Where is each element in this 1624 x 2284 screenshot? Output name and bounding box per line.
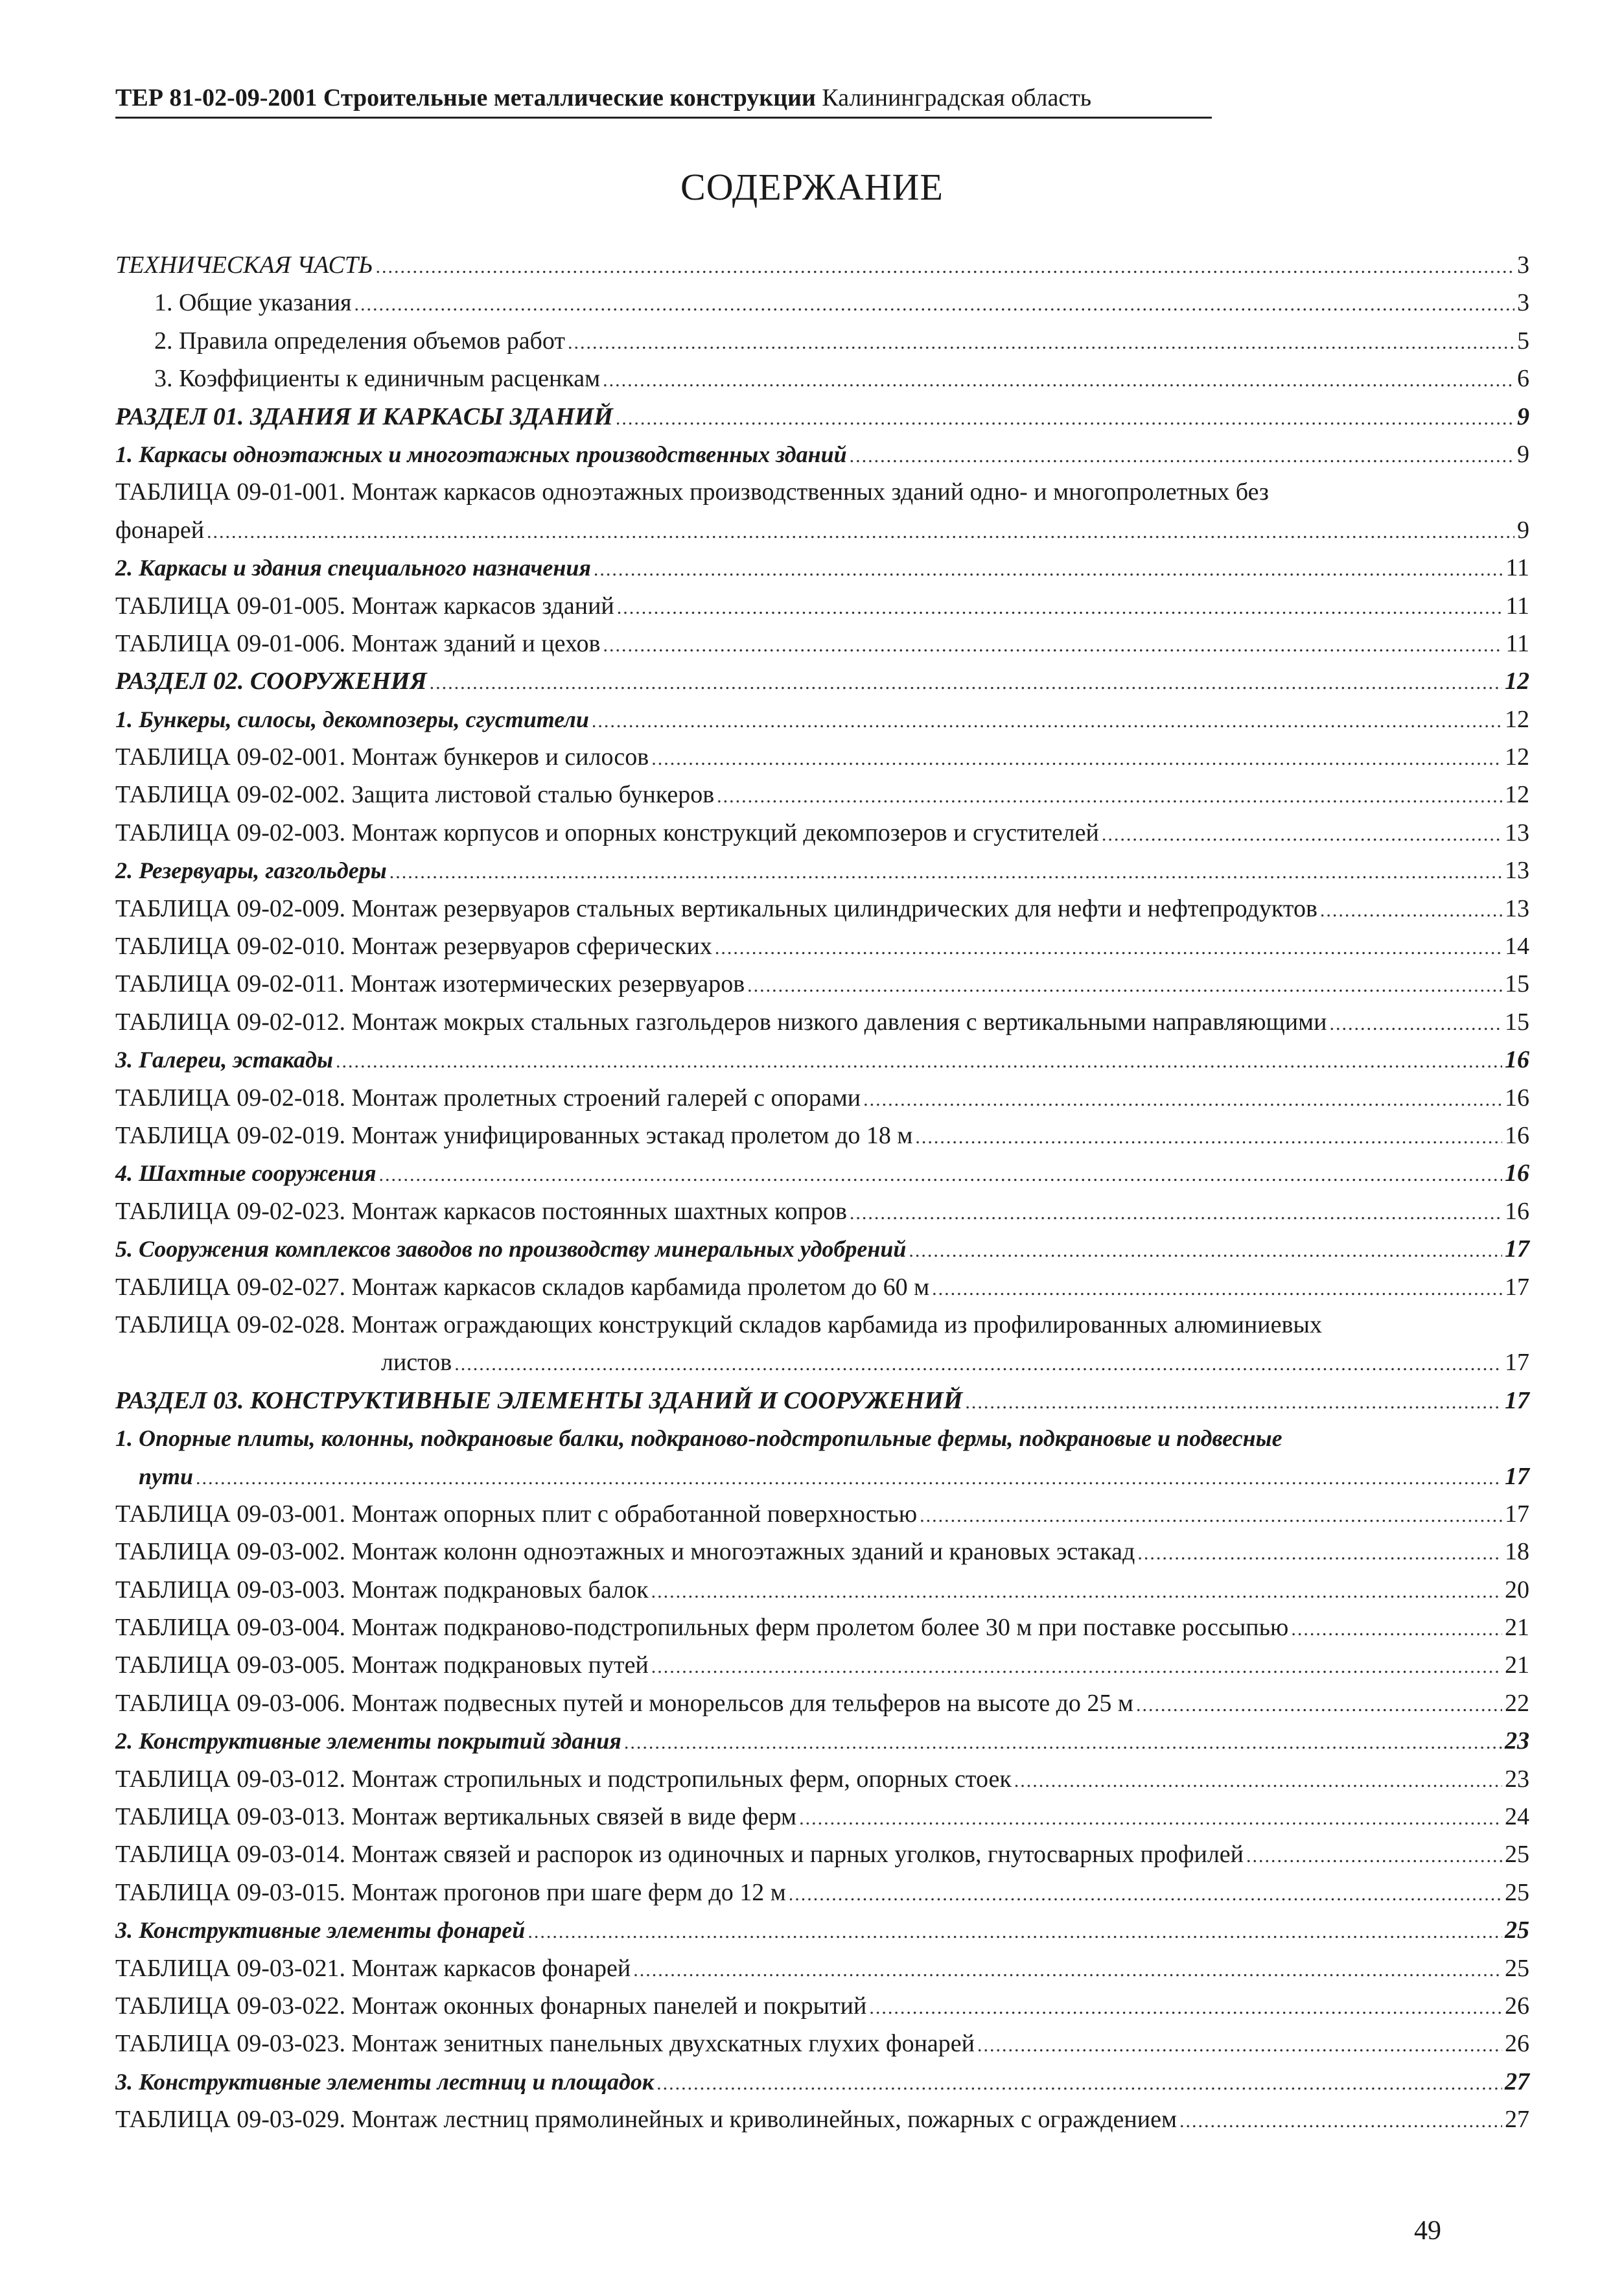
toc-leader-dots [915, 1119, 1502, 1156]
toc-entry-title: 2. Резервуары, газгольдеры [115, 857, 387, 884]
toc-entry[interactable] [115, 1041, 1529, 1078]
toc-entry-title: 2. Каркасы и здания специального назначения [115, 555, 591, 581]
toc-entry[interactable] [115, 2063, 1529, 2101]
toc-leader-dots [354, 286, 1514, 323]
toc-entry[interactable] [115, 1154, 1529, 1192]
toc-entry-page: 24 [1505, 1803, 1529, 1831]
toc-entry[interactable] [115, 1079, 1529, 1117]
toc-leader-dots [715, 929, 1502, 967]
toc-entry-title: 3. Коэффициенты к единичным расценкам [154, 365, 601, 393]
toc-entry-page: 16 [1505, 1084, 1529, 1112]
toc-entry-page: 25 [1505, 1954, 1529, 1982]
toc-leader-dots [932, 1270, 1502, 1308]
toc-entry-page: 22 [1505, 1689, 1529, 1717]
toc-entry-page: 9 [1517, 440, 1529, 468]
toc-entry-title: ТАБЛИЦА 09-03-001. Монтаж опорных плит с обработанной поверхностью [115, 1500, 918, 1528]
toc-entry-title: ТАБЛИЦА 09-03-029. Монтаж лестниц прямолинейных и криволинейных, пожарных с ограждением [115, 2106, 1177, 2134]
toc-entry[interactable] [115, 625, 1529, 662]
toc-entry-page: 3 [1517, 289, 1529, 317]
toc-entry-page: 15 [1505, 1008, 1529, 1036]
toc-entry[interactable] [115, 1117, 1529, 1154]
toc-entry[interactable] [115, 1495, 1529, 1533]
toc-entry[interactable] [115, 398, 1529, 436]
toc-entry-title: ТАБЛИЦА 09-02-011. Монтаж изотермических резервуаров [115, 970, 745, 998]
toc-leader-dots [1291, 1611, 1502, 1648]
table-of-contents [115, 246, 1529, 2139]
toc-entry-title: 1. Общие указания [154, 289, 352, 317]
toc-entry[interactable] [115, 1911, 1529, 1949]
toc-entry-title: РАЗДЕЛ 02. СООРУЖЕНИЯ [115, 668, 427, 695]
toc-entry-page: 26 [1505, 1992, 1529, 2020]
toc-entry-title: фонарей [115, 516, 205, 544]
toc-entry-title: ТАБЛИЦА 09-01-005. Монтаж каркасов зданий [115, 592, 614, 620]
toc-leader-dots [603, 362, 1514, 399]
toc-entry-page: 13 [1505, 819, 1529, 846]
toc-entry-title: ТАБЛИЦА 09-02-019. Монтаж унифицированных эстакад пролетом до 18 м [115, 1121, 913, 1149]
toc-entry-page: 20 [1505, 1576, 1529, 1603]
toc-leader-dots [869, 1989, 1502, 2027]
toc-entry-title: ТАБЛИЦА 09-01-001. Монтаж каркасов одноэтажных производственных зданий одно- и многопролетных без [115, 478, 1269, 506]
toc-entry-title: 2. Правила определения объемов работ [154, 327, 565, 355]
toc-entry-page: 23 [1505, 1727, 1529, 1755]
toc-entry[interactable] [115, 360, 1529, 397]
toc-entry-title: ТАБЛИЦА 09-03-022. Монтаж оконных фонарных панелей и покрытий [115, 1992, 867, 2020]
toc-entry-title: 1. Каркасы одноэтажных и многоэтажных производственных зданий [115, 441, 847, 467]
toc-entry[interactable] [115, 1382, 1529, 1419]
toc-leader-dots [594, 551, 1503, 588]
toc-leader-dots [1136, 1686, 1502, 1724]
toc-entry-title: ТАБЛИЦА 09-03-006. Монтаж подвесных путей и монорельсов для тельферов на высоте до 25 м [115, 1689, 1133, 1717]
toc-leader-dots [454, 1346, 1502, 1383]
toc-entry-title: ТАБЛИЦА 09-03-002. Монтаж колонн одноэтажных и многоэтажных зданий и крановых эстакад [115, 1538, 1135, 1566]
toc-entry-page: 25 [1505, 1878, 1529, 1906]
toc-leader-dots [592, 703, 1502, 740]
toc-entry-title: ТАБЛИЦА 09-02-002. Защита листовой сталью бункеров [115, 781, 715, 809]
toc-entry-page: 15 [1505, 970, 1529, 998]
toc-leader-dots [965, 1384, 1502, 1421]
toc-leader-dots [651, 1573, 1502, 1611]
toc-entry-page: 17 [1505, 1462, 1529, 1490]
toc-leader-dots [207, 513, 1514, 551]
toc-entry[interactable] [115, 549, 1529, 587]
toc-entry-page: 27 [1505, 2106, 1529, 2134]
toc-entry-title: 3. Конструктивные элементы фонарей [115, 1917, 526, 1944]
toc-entry[interactable] [115, 1646, 1529, 1684]
toc-entry-page: 16 [1505, 1121, 1529, 1149]
toc-leader-dots [1014, 1762, 1502, 1800]
toc-entry-page: 25 [1505, 1917, 1529, 1944]
toc-entry[interactable] [115, 701, 1529, 738]
toc-entry[interactable] [115, 1533, 1529, 1570]
toc-entry-title: ТАБЛИЦА 09-03-021. Монтаж каркасов фонарей [115, 1954, 631, 1982]
header-region: Калининградская область [822, 84, 1092, 111]
toc-entry-page: 23 [1505, 1765, 1529, 1793]
toc-entry-title: пути [139, 1463, 194, 1489]
toc-entry-page: 11 [1505, 592, 1529, 620]
toc-entry-title: ТАБЛИЦА 09-02-010. Монтаж резервуаров сферических [115, 933, 712, 961]
toc-entry[interactable] [115, 776, 1529, 813]
toc-entry-title: 2. Конструктивные элементы покрытий здания [115, 1728, 621, 1754]
toc-entry-title: ТАБЛИЦА 09-02-012. Монтаж мокрых стальных газгольдеров низкого давления с вертикальными направляющими [115, 1008, 1327, 1036]
toc-entry[interactable] [115, 2025, 1529, 2062]
toc-entry-page: 11 [1505, 629, 1529, 657]
toc-entry-title: ТАБЛИЦА 09-03-012. Монтаж стропильных и подстропильных ферм, опорных стоек [115, 1765, 1012, 1793]
toc-leader-dots [920, 1497, 1502, 1535]
toc-entry[interactable] [115, 246, 1529, 284]
toc-entry[interactable] [115, 852, 1529, 889]
toc-entry[interactable] [115, 1268, 1529, 1306]
toc-leader-dots [1246, 1837, 1502, 1875]
toc-entry-page: 17 [1505, 1500, 1529, 1528]
header-title: Строительные металлические конструкции [323, 84, 816, 111]
toc-entry[interactable] [115, 1950, 1529, 1987]
header-code: ТЕР 81-02-09-2001 [115, 84, 318, 111]
toc-entry-page: 12 [1505, 668, 1529, 695]
toc-leader-dots [603, 627, 1503, 664]
toc-entry[interactable] [115, 1835, 1529, 1873]
toc-entry-page: 14 [1505, 933, 1529, 961]
toc-entry[interactable] [115, 322, 1529, 360]
toc-entry[interactable] [115, 965, 1529, 1003]
toc-entry-page: 12 [1505, 743, 1529, 771]
toc-leader-dots [336, 1043, 1502, 1080]
toc-entry[interactable] [115, 1230, 1529, 1268]
toc-leader-dots [528, 1913, 1502, 1951]
toc-leader-dots [1179, 2103, 1502, 2140]
toc-leader-dots [633, 1952, 1502, 1989]
toc-leader-dots [717, 778, 1502, 815]
toc-leader-dots [651, 1648, 1502, 1686]
toc-entry-title: ТАБЛИЦА 09-02-023. Монтаж каркасов постоянных шахтных копров [115, 1197, 847, 1225]
toc-entry-page: 17 [1505, 1349, 1529, 1377]
toc-entry-page: 6 [1517, 365, 1529, 393]
toc-entry-title: 3. Конструктивные элементы лестниц и площадок [115, 2068, 655, 2095]
toc-entry-title: ТАБЛИЦА 09-02-001. Монтаж бункеров и силосов [115, 743, 649, 771]
toc-entry-title: 5. Сооружения комплексов заводов по производству минеральных удобрений [115, 1236, 907, 1263]
toc-leader-dots [850, 437, 1514, 475]
toc-entry-title: ТАБЛИЦА 09-03-005. Монтаж подкрановых путей [115, 1651, 649, 1679]
toc-leader-dots [389, 854, 1502, 891]
toc-entry-page: 17 [1505, 1273, 1529, 1301]
toc-leader-dots [617, 589, 1503, 627]
toc-entry-page: 27 [1505, 2068, 1529, 2095]
toc-entry-page: 13 [1505, 857, 1529, 885]
toc-entry[interactable] [115, 1344, 1529, 1381]
toc-entry[interactable] [115, 473, 1529, 511]
toc-entry[interactable] [115, 1722, 1529, 1760]
toc-leader-dots [977, 2027, 1502, 2064]
toc-entry-title: 1. Опорные плиты, колонны, подкрановые балки, подкраново-подстропильные фермы, подкрановые и подвесные [115, 1425, 1282, 1452]
toc-entry[interactable] [115, 1193, 1529, 1230]
toc-leader-dots [863, 1081, 1502, 1119]
toc-entry-page: 11 [1505, 554, 1529, 582]
toc-leader-dots [909, 1232, 1502, 1270]
toc-leader-dots [1329, 1005, 1502, 1043]
toc-entry[interactable] [115, 1419, 1529, 1457]
toc-entry-title: ТАБЛИЦА 09-02-018. Монтаж пролетных строений галерей с опорами [115, 1084, 861, 1112]
toc-entry-title: ТАБЛИЦА 09-03-013. Монтаж вертикальных связей в виде ферм [115, 1803, 797, 1831]
toc-entry-title: 3. Галереи, эстакады [115, 1047, 333, 1073]
toc-entry-page: 18 [1505, 1538, 1529, 1566]
toc-entry-page: 21 [1505, 1614, 1529, 1642]
toc-leader-dots [656, 2065, 1502, 2103]
toc-entry[interactable] [115, 1987, 1529, 2025]
toc-entry-page: 9 [1517, 516, 1529, 544]
toc-leader-dots [747, 967, 1502, 1005]
toc-entry-title: ТАБЛИЦА 09-01-006. Монтаж зданий и цехов [115, 629, 601, 657]
page-title: СОДЕРЖАНИЕ [680, 166, 944, 208]
toc-entry-page: 17 [1505, 1386, 1529, 1414]
toc-entry[interactable] [115, 738, 1529, 776]
toc-entry[interactable] [115, 1760, 1529, 1798]
toc-entry[interactable] [115, 1458, 1529, 1495]
toc-leader-dots [850, 1194, 1502, 1232]
toc-entry-page: 25 [1505, 1841, 1529, 1869]
toc-entry-title: ТАБЛИЦА 09-03-004. Монтаж подкраново-подстропильных ферм пролетом более 30 м при поставке россыпью [115, 1614, 1289, 1642]
toc-entry[interactable] [115, 890, 1529, 927]
toc-entry[interactable] [115, 1874, 1529, 1911]
toc-entry[interactable] [115, 587, 1529, 625]
toc-entry[interactable] [115, 284, 1529, 321]
toc-entry-page: 9 [1517, 402, 1529, 430]
toc-entry[interactable] [115, 1003, 1529, 1041]
toc-leader-dots [430, 664, 1502, 702]
toc-entry-title: РАЗДЕЛ 03. КОНСТРУКТИВНЫЕ ЭЛЕМЕНТЫ ЗДАНИЙ И СООРУЖЕНИЙ [115, 1386, 963, 1414]
toc-leader-dots [799, 1800, 1502, 1837]
header-rule [115, 117, 1212, 119]
toc-entry-title: ТАБЛИЦА 09-03-015. Монтаж прогонов при шаге ферм до 12 м [115, 1878, 786, 1906]
running-header [115, 83, 1217, 113]
toc-leader-dots [196, 1460, 1502, 1497]
toc-entry-title: 1. Бункеры, силосы, декомпозеры, сгустители [115, 706, 589, 732]
toc-leader-dots [375, 248, 1514, 286]
toc-entry-title: ТЕХНИЧЕСКАЯ ЧАСТЬ [115, 251, 373, 279]
toc-entry-page: 5 [1517, 327, 1529, 355]
toc-leader-dots [624, 1724, 1502, 1762]
toc-entry-title: ТАБЛИЦА 09-03-003. Монтаж подкрановых балок [115, 1576, 649, 1603]
toc-entry[interactable] [115, 814, 1529, 852]
toc-entry[interactable] [115, 662, 1529, 700]
toc-entry-page: 16 [1505, 1159, 1529, 1187]
toc-entry-page: 17 [1505, 1235, 1529, 1263]
toc-entry[interactable] [115, 436, 1529, 473]
toc-entry-page: 3 [1517, 251, 1529, 279]
toc-entry[interactable] [115, 2101, 1529, 2138]
toc-entry-title: ТАБЛИЦА 09-02-009. Монтаж резервуаров стальных вертикальных цилиндрических для нефти и нефтепродуктов [115, 894, 1317, 922]
toc-entry-title: ТАБЛИЦА 09-02-003. Монтаж корпусов и опорных конструкций декомпозеров и сгустителей [115, 819, 1099, 846]
toc-entry-page: 16 [1505, 1197, 1529, 1225]
toc-leader-dots [1320, 892, 1502, 929]
toc-leader-dots [379, 1156, 1502, 1194]
toc-entry-title: ТАБЛИЦА 09-03-023. Монтаж зенитных панельных двухскатных глухих фонарей [115, 2030, 975, 2058]
toc-entry-title: ТАБЛИЦА 09-03-014. Монтаж связей и распорок из одиночных и парных уголков, гнутосварных профилей [115, 1841, 1244, 1869]
toc-entry[interactable] [115, 1684, 1529, 1722]
toc-leader-dots [789, 1876, 1502, 1913]
toc-entry[interactable] [115, 1798, 1529, 1835]
toc-leader-dots [616, 400, 1514, 437]
toc-entry-title: ТАБЛИЦА 09-02-027. Монтаж каркасов складов карбамида пролетом до 60 м [115, 1273, 930, 1301]
toc-entry-page: 26 [1505, 2030, 1529, 2058]
toc-entry[interactable] [115, 927, 1529, 965]
toc-leader-dots [1102, 816, 1502, 854]
toc-entry[interactable] [115, 1609, 1529, 1646]
toc-entry[interactable] [115, 1571, 1529, 1609]
toc-entry-title: ТАБЛИЦА 09-02-028. Монтаж ограждающих конструкций складов карбамида из профилированных алюминиевых [115, 1311, 1322, 1338]
toc-entry-title: РАЗДЕЛ 01. ЗДАНИЯ И КАРКАСЫ ЗДАНИЙ [115, 402, 613, 430]
toc-leader-dots [568, 324, 1514, 362]
page-number: 49 [1414, 2216, 1441, 2246]
toc-entry[interactable] [115, 511, 1529, 549]
toc-entry-page: 16 [1505, 1046, 1529, 1074]
toc-leader-dots [651, 740, 1502, 778]
toc-entry-page: 12 [1505, 781, 1529, 809]
toc-entry[interactable] [115, 1306, 1529, 1344]
toc-entry-page: 21 [1505, 1651, 1529, 1679]
toc-entry-title: листов [381, 1349, 452, 1377]
toc-entry-title: 4. Шахтные сооружения [115, 1160, 377, 1187]
toc-entry-page: 12 [1505, 705, 1529, 733]
toc-leader-dots [1137, 1535, 1502, 1572]
toc-entry-page: 13 [1505, 894, 1529, 922]
